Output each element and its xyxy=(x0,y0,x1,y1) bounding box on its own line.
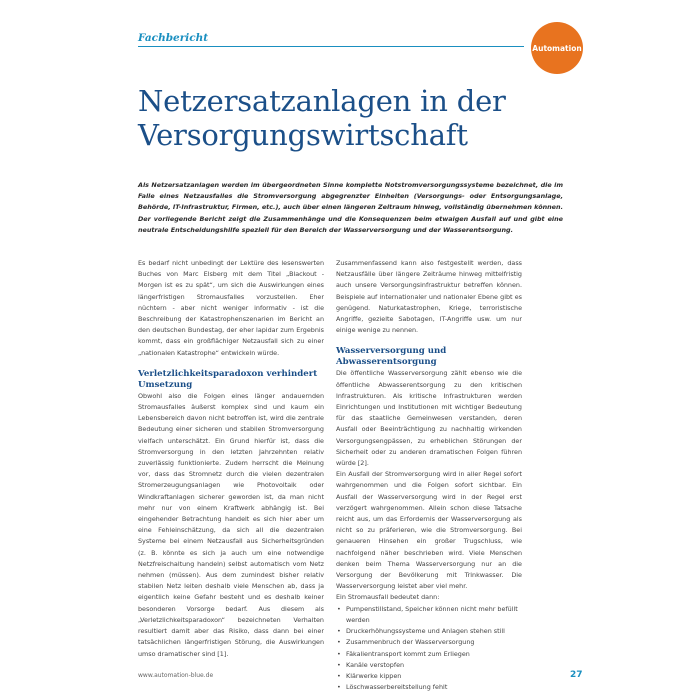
left-column xyxy=(138,258,324,660)
left-intro-paragraph: Es bedarf nicht unbedingt der Lektüre des lesenswerten Buches von Marc Elsberg mit dem Titel „Blackout - Morgen ist es zu spät“, um sich die Auswirkungen eines längerfristigen Stromausfalles vorzustellen. Eher nüchtern - aber nicht weniger informativ - ist die Beschreibung der Katastrophenszenarien im Bericht an den deutschen Bundestag, der eher lapidar zum Ergebnis kommt, dass ein großflächiger Netzausfall sich zu einer „nationalen Katastrophe“ entwickeln würde. xyxy=(138,259,324,357)
footer-url[interactable]: www.automation-blue.de xyxy=(138,672,214,679)
category-badge xyxy=(531,22,583,74)
article-lead: Als Netzersatzanlagen werden im übergeordneten Sinne komplette Notstromversorgungssysteme bezeichnet, die im Falle eines Netzausfalles die Stromversorgung abgegrenzter Einheiten (Versorgungs- oder Entsorgungsanlage, Behörde, IT-Infrastruktur, Firmen, etc.), auch über einen längeren Zeitraum hinweg, vollständig übernehmen können. Der vorliegende Bericht zeigt die Zusammenhänge und die Konsequenzen beim etwaigen Ausfall auf und gibt eine neutrale Entscheidungshilfe speziell für den Bereich der Wasserversorgung und der Wasserentsorgung. xyxy=(138,181,563,234)
list-item: • Löschwasserbereitstellung fehlt xyxy=(336,682,522,693)
list-item: • Klärwerke kippen xyxy=(336,671,522,682)
section-divider xyxy=(138,46,524,47)
bullet-icon: • xyxy=(337,638,341,647)
category-badge-label: Automation xyxy=(532,43,582,53)
bullet-icon: • xyxy=(337,660,341,669)
article-title xyxy=(138,84,558,152)
right-body-paragraph-1: Die öffentliche Wasserversorgung zählt ebenso wie die öffentliche Abwasserentsorgung zu den kritischen Infrastrukturen. Als kritische Infrastrukturen werden Einrichtungen und Institutionen mit wichtiger Bedeutung für das staatliche Gemeinwesen verstanden, deren Ausfall oder Beeinträchtigung zu nachhaltig wirkenden Versorgungsengpässen, zu erheblichen Störungen der Sicherheit oder zu anderen dramatischen Folgen führen würde [2]. xyxy=(336,369,522,468)
list-item: • Kanäle verstopfen xyxy=(336,660,522,671)
right-intro-paragraph: Zusammenfassend kann also festgestellt werden, dass Netzausfälle über längere Zeiträume hinweg mittelfristig auch unsere Versorgungsinfrastruktur betreffen können. Beispiele auf internationaler und nationaler Ebene gibt es genügend. Naturkatastrophen, Kriege, terroristische Angriffe, gezielte Sabotagen, IT-Angriffe usw. um nur einige wenige zu nennen. xyxy=(336,259,522,335)
list-item: • Druckerhöhungssysteme und Anlagen stehen still xyxy=(336,626,522,637)
bullet-icon: • xyxy=(337,671,341,680)
list-item: • Fäkalientransport kommt zum Erliegen xyxy=(336,649,522,660)
bullet-icon: • xyxy=(337,627,341,636)
right-column xyxy=(336,258,522,693)
consequence-list xyxy=(336,604,522,694)
article-title-line-1: Netzersatzanlagen in der xyxy=(138,84,506,118)
bullet-icon: • xyxy=(337,649,341,658)
bullet-icon: • xyxy=(337,683,341,692)
page-number: 27 xyxy=(570,670,583,680)
bullet-icon: • xyxy=(337,604,341,613)
left-section-heading: Verletzlichkeitsparadoxon verhindert Umsetzung xyxy=(138,368,318,390)
right-section-heading: Wasserversorgung und Abwasserentsorgung xyxy=(336,346,447,368)
article-title-line-2: Versorgungswirtschaft xyxy=(138,118,468,152)
list-item: • Pumpenstillstand, Speicher können nicht mehr befüllt werden xyxy=(337,604,518,624)
section-label: Fachbericht xyxy=(138,32,209,44)
list-intro: Ein Stromausfall bedeutet dann: xyxy=(336,593,440,602)
left-body-paragraph: Obwohl also die Folgen eines länger andauernden Stromausfalles äußerst komplex sind und kaum ein Lebensbereich davon nicht betroffen ist, wird die zentrale Bedeutung einer sicheren und stabilen Stromversorgung vielfach unterschätzt. Ein Grund hierfür ist, dass die Stromversorgung in den letzten Jahrzehnten relativ zuverlässig funktionierte. Zudem herrscht die Meinung vor, dass das Stromnetz durch die vielen dezentralen Stromerzeugungsanlagen wie Photovoltaik oder Windkraftanlagen sicherer geworden ist, da man nicht mehr nur von einem Kraftwerk abhängig ist. Bei eingehender Betrachtung handelt es sich hier aber um eine Fehleinschätzung, da sich all die dezentralen Systeme bei einem Netzausfall aus Sicherheitsgründen (z. B. könnte es sich ja auch um eine notwendige Netzfreischaltung handeln) selbst automatisch vom Netz nehmen (müssen). Aus dem zumindest bisher relativ stabilen Netz leiten deshalb viele Menschen ab, dass ja eigentlich keine Gefahr besteht und es deshalb keiner besonderen Vorsorge bedarf. Aus diesem als „Verletzlichkeitsparadoxon“ bezeichneten Verhalten resultiert damit aber das Risiko, dass dann bei einer tatsächlichen längerfristigen Störung, die Auswirkungen umso dramatischer sind [1]. xyxy=(138,391,324,658)
list-item: • Zusammenbruch der Wasserversorgung xyxy=(336,637,522,648)
right-body-paragraph-2: Ein Ausfall der Stromversorgung wird in aller Regel sofort wahrgenommen und die Folgen sofort sichtbar. Ein Ausfall der Wasserversorgung wird in der Regel erst verzögert wahrgenommen. Allein schon diese Tatsache reicht aus, um das Erfordernis der Wasserversorgung als nicht so zu präferieren, wie die Stromversorgung. Bei genaueren Hinsehen ein großer Trugschluss, wie nachfolgend näher beschrieben wird. Viele Menschen denken beim Thema Wasserversorgung nur an die Versorgung der Bevölkerung mit Trinkwasser. Die Wasserversorgung leistet aber viel mehr. xyxy=(336,470,522,591)
